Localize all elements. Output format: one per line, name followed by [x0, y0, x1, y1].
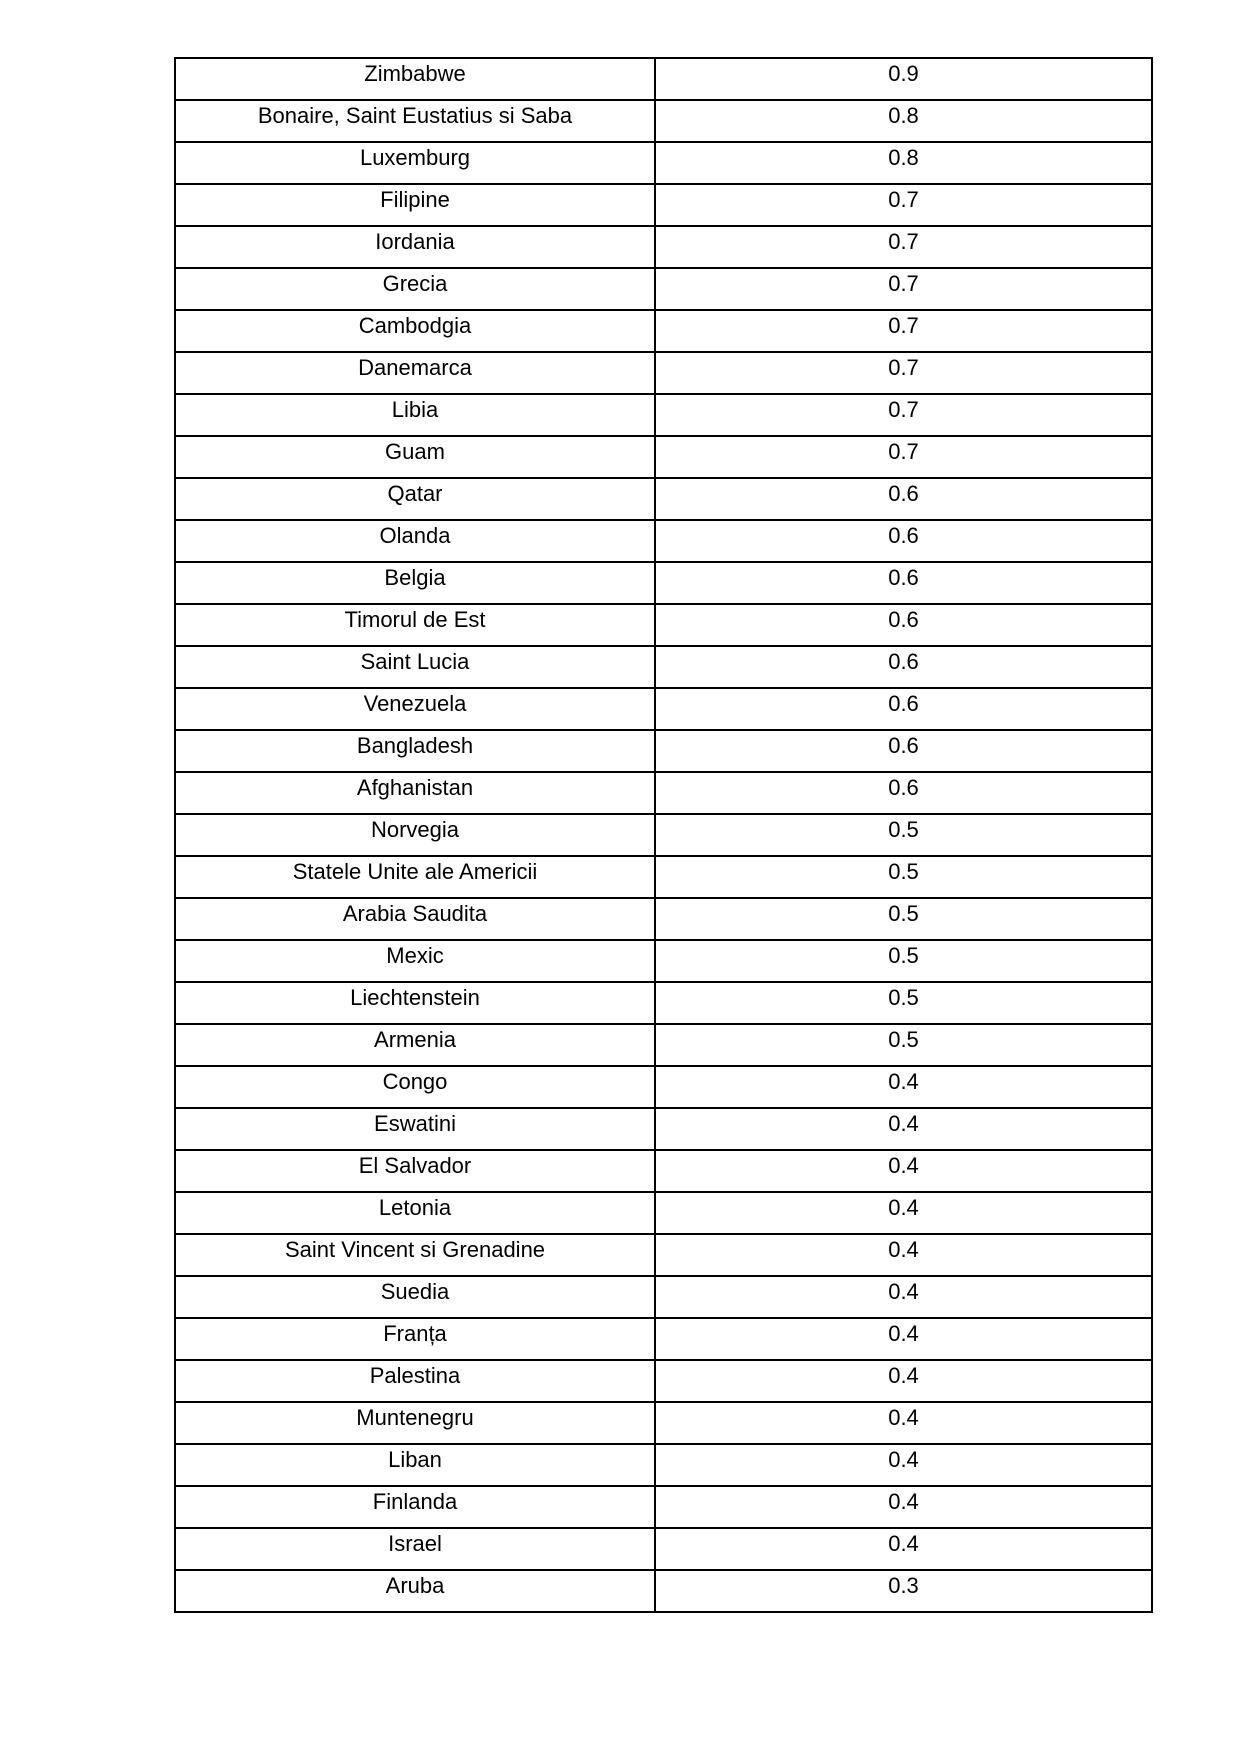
- value-cell: 0.4: [655, 1318, 1152, 1360]
- value-cell: 0.7: [655, 310, 1152, 352]
- value-cell: 0.5: [655, 940, 1152, 982]
- table-row: [175, 100, 1152, 142]
- country-cell: Bonaire, Saint Eustatius si Saba: [175, 100, 655, 142]
- country-cell: El Salvador: [175, 1150, 655, 1192]
- value-cell: 0.7: [655, 436, 1152, 478]
- table-row: [175, 772, 1152, 814]
- table-row: [175, 310, 1152, 352]
- country-cell: Belgia: [175, 562, 655, 604]
- value-cell: 0.8: [655, 100, 1152, 142]
- table-row: [175, 268, 1152, 310]
- country-cell: Saint Lucia: [175, 646, 655, 688]
- table-row: [175, 814, 1152, 856]
- table-row: [175, 562, 1152, 604]
- country-cell: Liechtenstein: [175, 982, 655, 1024]
- country-cell: Norvegia: [175, 814, 655, 856]
- table-row: [175, 436, 1152, 478]
- table-row: [175, 58, 1152, 100]
- table-row: [175, 1150, 1152, 1192]
- table-row: [175, 1528, 1152, 1570]
- country-cell: Israel: [175, 1528, 655, 1570]
- country-cell: Franța: [175, 1318, 655, 1360]
- country-cell: Filipine: [175, 184, 655, 226]
- value-cell: 0.4: [655, 1276, 1152, 1318]
- table-row: [175, 898, 1152, 940]
- table-row: [175, 394, 1152, 436]
- country-cell: Aruba: [175, 1570, 655, 1612]
- value-cell: 0.4: [655, 1066, 1152, 1108]
- value-cell: 0.4: [655, 1150, 1152, 1192]
- country-cell: Libia: [175, 394, 655, 436]
- value-cell: 0.6: [655, 478, 1152, 520]
- country-cell: Danemarca: [175, 352, 655, 394]
- table-row: [175, 478, 1152, 520]
- table-row: [175, 1234, 1152, 1276]
- country-cell: Cambodgia: [175, 310, 655, 352]
- table-row: [175, 142, 1152, 184]
- table-row: [175, 856, 1152, 898]
- country-cell: Afghanistan: [175, 772, 655, 814]
- value-cell: 0.9: [655, 58, 1152, 100]
- table-row: [175, 730, 1152, 772]
- table-row: [175, 688, 1152, 730]
- country-cell: Zimbabwe: [175, 58, 655, 100]
- table-row: [175, 1486, 1152, 1528]
- table-row: [175, 646, 1152, 688]
- value-cell: 0.6: [655, 520, 1152, 562]
- country-cell: Letonia: [175, 1192, 655, 1234]
- table-row: [175, 1444, 1152, 1486]
- table-row: [175, 226, 1152, 268]
- country-cell: Palestina: [175, 1360, 655, 1402]
- value-cell: 0.7: [655, 268, 1152, 310]
- value-cell: 0.7: [655, 226, 1152, 268]
- country-cell: Eswatini: [175, 1108, 655, 1150]
- value-cell: 0.6: [655, 688, 1152, 730]
- country-cell: Armenia: [175, 1024, 655, 1066]
- table-row: [175, 982, 1152, 1024]
- country-cell: Guam: [175, 436, 655, 478]
- table-row: [175, 1360, 1152, 1402]
- table-row: [175, 1192, 1152, 1234]
- table-row: [175, 1318, 1152, 1360]
- country-cell: Iordania: [175, 226, 655, 268]
- value-cell: 0.3: [655, 1570, 1152, 1612]
- country-cell: Olanda: [175, 520, 655, 562]
- country-cell: Liban: [175, 1444, 655, 1486]
- country-cell: Finlanda: [175, 1486, 655, 1528]
- value-cell: 0.4: [655, 1192, 1152, 1234]
- value-cell: 0.4: [655, 1444, 1152, 1486]
- table-row: [175, 1276, 1152, 1318]
- country-cell: Grecia: [175, 268, 655, 310]
- country-value-table: [174, 57, 1153, 1613]
- value-cell: 0.6: [655, 772, 1152, 814]
- value-cell: 0.6: [655, 646, 1152, 688]
- country-cell: Luxemburg: [175, 142, 655, 184]
- table-row: [175, 352, 1152, 394]
- table-row: [175, 1024, 1152, 1066]
- value-cell: 0.8: [655, 142, 1152, 184]
- value-cell: 0.7: [655, 394, 1152, 436]
- country-cell: Venezuela: [175, 688, 655, 730]
- table-row: [175, 1108, 1152, 1150]
- country-cell: Statele Unite ale Americii: [175, 856, 655, 898]
- country-cell: Arabia Saudita: [175, 898, 655, 940]
- table-row: [175, 1066, 1152, 1108]
- value-cell: 0.5: [655, 814, 1152, 856]
- country-cell: Bangladesh: [175, 730, 655, 772]
- table-body: [175, 58, 1152, 1612]
- table-row: [175, 520, 1152, 562]
- value-cell: 0.4: [655, 1234, 1152, 1276]
- value-cell: 0.4: [655, 1528, 1152, 1570]
- value-cell: 0.5: [655, 982, 1152, 1024]
- country-cell: Qatar: [175, 478, 655, 520]
- value-cell: 0.7: [655, 184, 1152, 226]
- table-row: [175, 1402, 1152, 1444]
- table-row: [175, 1570, 1152, 1612]
- value-cell: 0.6: [655, 730, 1152, 772]
- value-cell: 0.5: [655, 856, 1152, 898]
- table-row: [175, 604, 1152, 646]
- value-cell: 0.5: [655, 898, 1152, 940]
- table-row: [175, 940, 1152, 982]
- value-cell: 0.5: [655, 1024, 1152, 1066]
- value-cell: 0.4: [655, 1360, 1152, 1402]
- value-cell: 0.7: [655, 352, 1152, 394]
- table-row: [175, 184, 1152, 226]
- value-cell: 0.4: [655, 1108, 1152, 1150]
- value-cell: 0.6: [655, 562, 1152, 604]
- value-cell: 0.4: [655, 1486, 1152, 1528]
- country-cell: Muntenegru: [175, 1402, 655, 1444]
- country-cell: Congo: [175, 1066, 655, 1108]
- country-cell: Timorul de Est: [175, 604, 655, 646]
- country-cell: Suedia: [175, 1276, 655, 1318]
- value-cell: 0.4: [655, 1402, 1152, 1444]
- country-cell: Saint Vincent si Grenadine: [175, 1234, 655, 1276]
- country-cell: Mexic: [175, 940, 655, 982]
- value-cell: 0.6: [655, 604, 1152, 646]
